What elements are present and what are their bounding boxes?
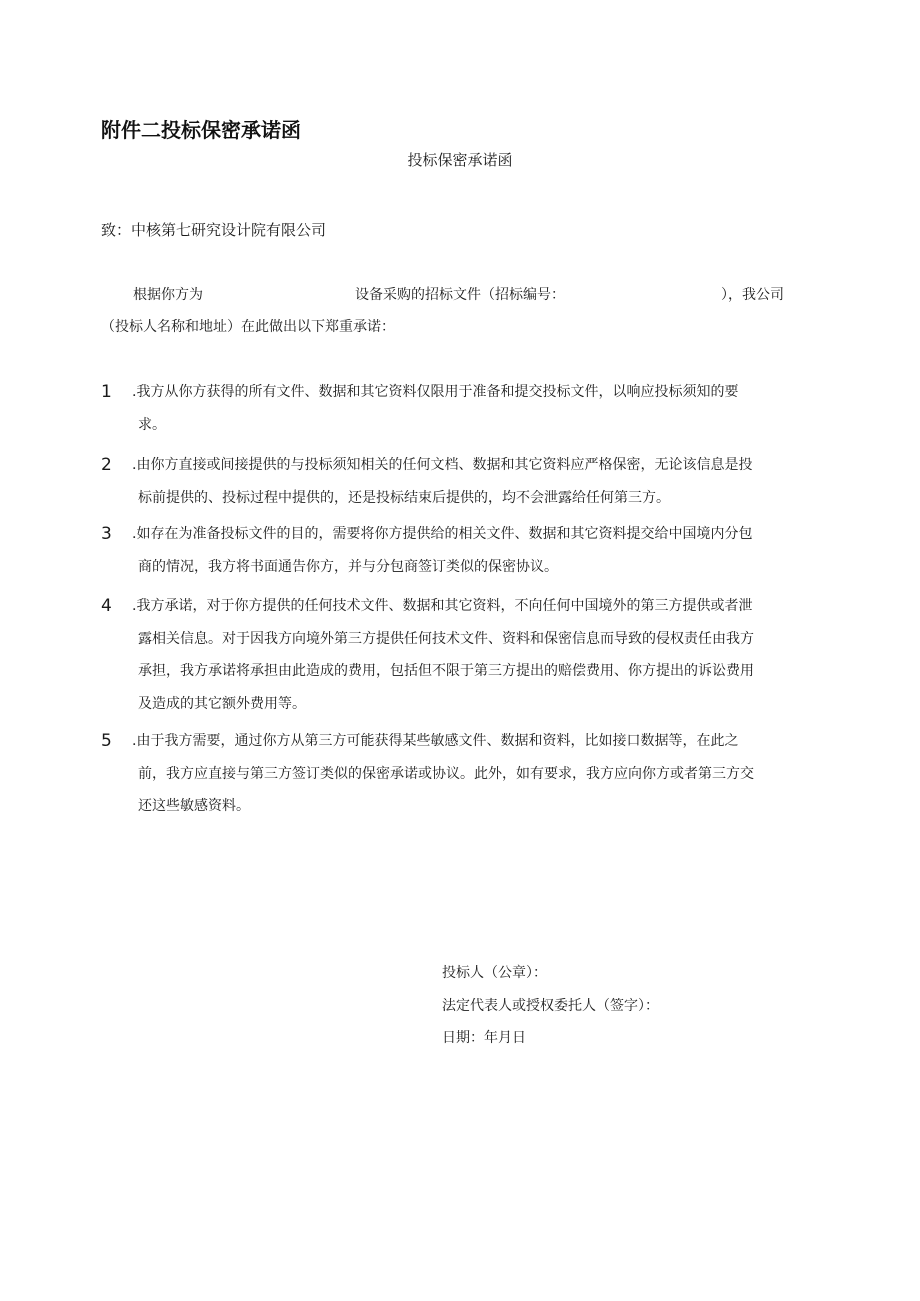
item-text-line: .由你方直接或间接提供的与投标须知相关的任何文档、数据和其它资料应严格保密，无论该信息是投 (132, 457, 753, 473)
item-text-line: 及造成的其它额外费用等。 (138, 695, 306, 712)
item-text-line: .由于我方需要，通过你方从第三方可能获得某些敏感文件、数据和资料，比如接口数据等，在此之 (132, 733, 739, 749)
date-line: 日期：年月日 (442, 1030, 526, 1046)
commitment-item-2 (101, 449, 817, 514)
preamble-part-3: ），我公司 (721, 287, 784, 303)
preamble-line-2: （投标人名称和地址）在此做出以下郑重承诺： (101, 319, 395, 335)
item-text-line: 承担，我方承诺将承担由此造成的费用，包括但不限于第三方提出的赔偿费用、你方提出的诉讼费用 (138, 663, 754, 679)
attachment-heading: 附件二投标保密承诺函 (101, 118, 301, 142)
item-number: 1 (101, 382, 112, 402)
bidder-seal-line: 投标人（公章）： (442, 965, 547, 981)
item-text-line: .我方从你方获得的所有文件、数据和其它资料仅限用于准备和提交投标文件，以响应投标须知的要 (132, 384, 739, 400)
item-number: 2 (101, 455, 112, 475)
item-number: 4 (101, 596, 112, 616)
item-text-line: .如存在为准备投标文件的目的，需要将你方提供给的相关文件、数据和其它资料提交给中国境内分包 (132, 526, 753, 542)
item-text-line: 商的情况，我方将书面通告你方，并与分包商签订类似的保密协议。 (138, 558, 558, 575)
commitment-item-1 (101, 376, 817, 441)
item-text-line: 求。 (138, 416, 166, 433)
commitment-item-3 (101, 518, 817, 583)
commitment-item-5 (101, 725, 817, 823)
item-text-line: 前，我方应直接与第三方签订类似的保密承诺或协议。此外，如有要求，我方应向你方或者第三方交 (138, 765, 754, 782)
item-number: 5 (101, 731, 112, 751)
commitment-item-4 (101, 590, 817, 720)
preamble-part-1: 根据你方为 (133, 287, 203, 303)
item-text-line: .我方承诺，对于你方提供的任何技术文件、数据和其它资料，不向任何中国境外的第三方提供或者泄 (132, 598, 753, 614)
addressee-line: 致：中核第七研究设计院有限公司 (101, 221, 327, 239)
item-number: 3 (101, 524, 112, 544)
preamble-part-2: 设备采购的招标文件（招标编号： (355, 287, 565, 303)
representative-signature-line: 法定代表人或授权委托人（签字）： (442, 998, 659, 1014)
document-title: 投标保密承诺函 (407, 151, 513, 169)
item-text-line: 标前提供的、投标过程中提供的，还是投标结束后提供的，均不会泄露给任何第三方。 (138, 489, 670, 506)
item-text-line: 还这些敏感资料。 (138, 798, 250, 814)
item-text-line: 露相关信息。对于因我方向境外第三方提供任何技术文件、资料和保密信息而导致的侵权责任由我方 (138, 630, 754, 647)
